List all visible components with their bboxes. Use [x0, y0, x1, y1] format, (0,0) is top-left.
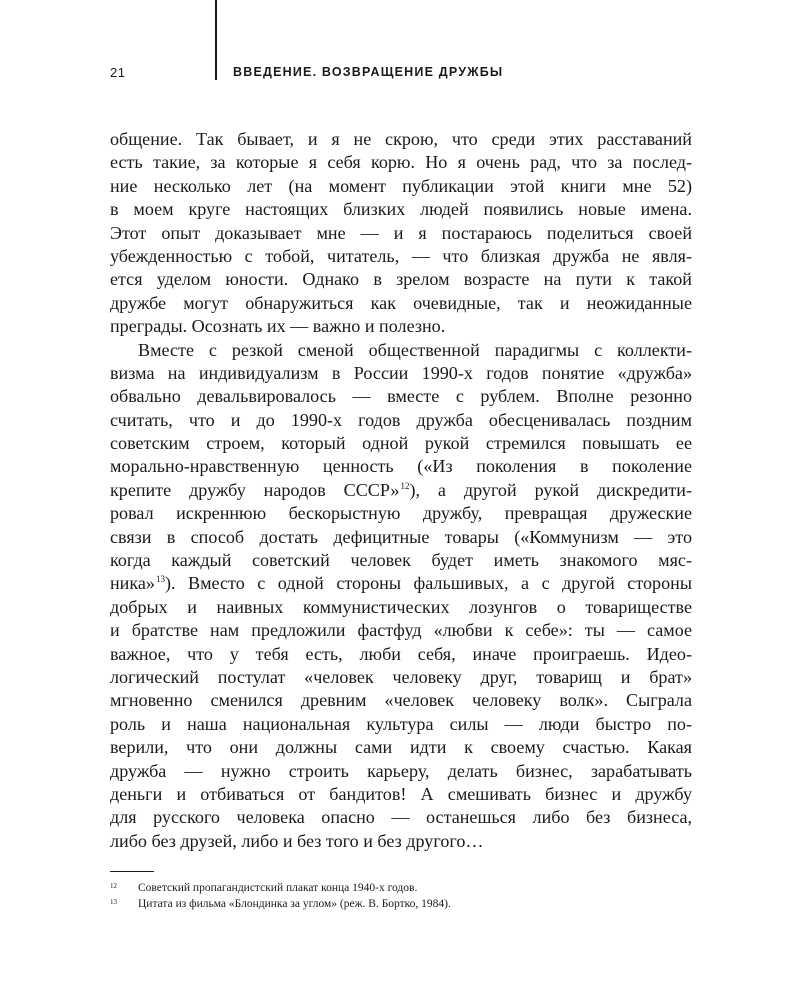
- body-text: [110, 128, 692, 853]
- text-line: есть такие, за которые я себя корю. Но я очень рад, что за послед-: [110, 152, 692, 173]
- text-line: ние несколько лет (на момент публикации этой книги мне 52): [110, 175, 692, 196]
- text-line: считать, что и до 1990-х годов дружба обесценивалась поздним: [110, 409, 692, 430]
- text-line: советским строем, который одной рукой стремился повышать ее: [110, 433, 692, 454]
- text-line: Вместе с резкой сменой общественной парадигмы с коллекти-: [138, 339, 692, 360]
- text-line: дружба — нужно строить карьеру, делать бизнес, зарабатывать: [110, 760, 692, 781]
- footnotes: [110, 880, 451, 912]
- text-line: ется уделом юности. Однако в зрелом возрасте на пути к такой: [110, 269, 692, 290]
- header-divider: [215, 0, 217, 80]
- text-line: логический постулат «человек человеку друг, товарищ и брат»: [110, 666, 692, 687]
- text-line: общение. Так бывает, и я не скрою, что среди этих расставаний: [110, 129, 692, 149]
- text-line: преграды. Осознать их — важно и полезно.: [110, 316, 446, 337]
- footnote: 13 Цитата из фильма «Блондинка за углом» (реж. В. Бортко, 1984).: [110, 898, 451, 910]
- text-line: либо без друзей, либо и без того и без другого…: [110, 830, 484, 851]
- text-line: верили, что они должны сами идти к своему счастью. Какая: [110, 737, 692, 758]
- footnote-text: Цитата из фильма «Блондинка за углом» (реж. В. Бортко, 1984).: [138, 898, 451, 910]
- text-line: связи в способ достать дефицитные товары («Коммунизм — это: [110, 526, 692, 547]
- text-line: для русского человека опасно — останешься либо без бизнеса,: [110, 807, 692, 828]
- text-line-with-footnote: [110, 479, 692, 502]
- text-line: дружбе могут обнаружиться как очевидные, так и неожиданные: [110, 292, 692, 313]
- text-line: мгновенно сменился древним «человек человеку волк». Сыграла: [110, 690, 692, 711]
- footnote-ref: 13: [155, 574, 165, 585]
- page-number: 21: [110, 65, 126, 80]
- text-line: Этот опыт доказывает мне — и я постараюсь поделиться своей: [110, 222, 692, 243]
- text-line: обвально девальвировалось — вместе с рублем. Вполне резонно: [110, 386, 692, 407]
- footnote: 12 Советский пропагандистский плакат конца 1940-х годов.: [110, 882, 418, 894]
- running-head: ВВЕДЕНИЕ. ВОЗВРАЩЕНИЕ ДРУЖБЫ: [233, 65, 504, 79]
- text-fragment: ), а другой рукой дискредити-: [409, 479, 692, 500]
- text-fragment: крепите дружбу народов СССР»: [110, 479, 400, 500]
- text-line: и братстве нам предложили фастфуд «любви к себе»: ты — самое: [110, 620, 692, 641]
- footnote-ref: 12: [400, 480, 410, 491]
- text-line: убежденностью с тобой, читатель, — что близкая дружба не явля-: [110, 245, 692, 266]
- text-line: когда каждый советский человек будет иметь знакомого мяс-: [110, 550, 692, 571]
- footnote-divider: [110, 871, 154, 872]
- text-line: роль и наша национальная культура силы — люди быстро по-: [110, 713, 692, 734]
- text-line: деньги и отбиваться от бандитов! А смешивать бизнес и дружбу: [110, 783, 692, 804]
- text-fragment: ). Вместо с одной стороны фальшивых, а с другой стороны: [164, 573, 692, 594]
- text-line: ровал искреннюю бескорыстную дружбу, превращая дружеские: [110, 503, 692, 524]
- text-fragment: ника»: [110, 573, 155, 594]
- text-line: визма на индивидуализм в России 1990-х годов понятие «дружба»: [110, 362, 692, 383]
- text-line: важное, что у тебя есть, люби себя, иначе проиграешь. Идео-: [110, 643, 692, 664]
- text-line: в моем круге настоящих близких людей появились новые имена.: [110, 199, 692, 220]
- footnote-text: Советский пропагандистский плакат конца 1940-х годов.: [138, 882, 418, 894]
- text-line-with-footnote: [110, 572, 692, 595]
- text-line: добрых и наивных коммунистических лозунгов о товариществе: [110, 596, 692, 617]
- text-line: морально-нравственную ценность («Из поколения в поколение: [110, 456, 692, 477]
